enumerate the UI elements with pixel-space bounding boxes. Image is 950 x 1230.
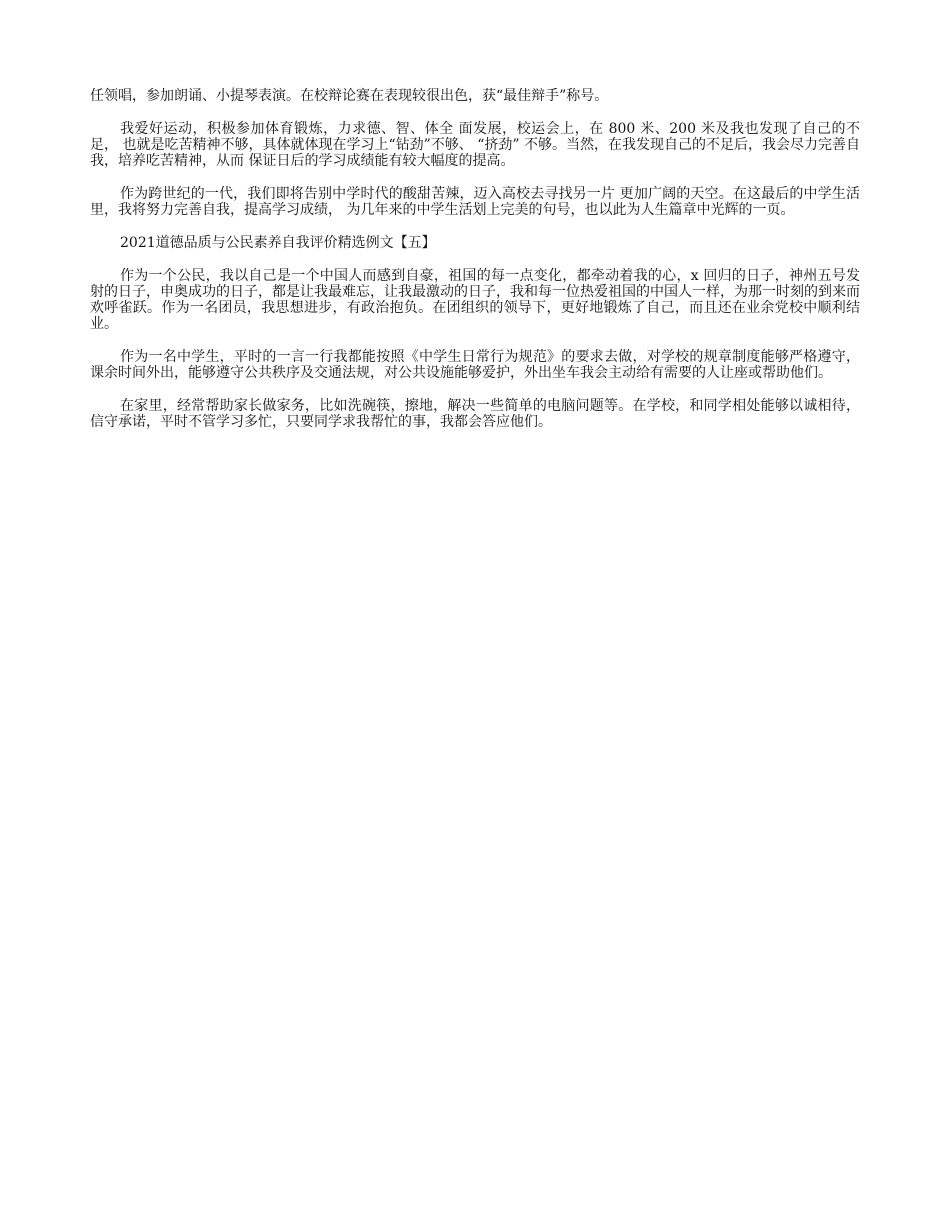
section-title: 2021道德品质与公民素养自我评价精选例文【五】 — [120, 235, 436, 251]
paragraph-future: 作为跨世纪的一代，我们即将告别中学时代的酸甜苦辣，迈入高校去寻找另一片 更加广阔的天空。在这最后的中学生活里，我将努力完善自我，提高学习成绩， 为几年来的中学生活划上完美的句号，也以此为人生篇章中光辉的一页。 — [90, 186, 860, 218]
paragraph-citizen: 作为一个公民，我以自己是一个中国人而感到自豪，祖国的每一点变化，都牵动着我的心，x 回归的日子，神州五号发射的日子，申奥成功的日子，都是让我最难忘，让我最激动的日子，我和每一位热爱祖国的中国人一样，为那一时刻的到来而欢呼雀跃。作为一名团员，我思想进步，有政治抱负。在团组织的领导下，更好地锻炼了自己，而且还在业余党校中顺利结业。 — [90, 268, 860, 332]
paragraph-student: 作为一名中学生，平时的一言一行我都能按照《中学生日常行为规范》的要求去做，对学校的规章制度能够严格遵守，课余时间外出，能够遵守公共秩序及交通法规，对公共设施能够爱护，外出坐车我会主动给有需要的人让座或帮助他们。 — [90, 349, 860, 381]
document-page — [90, 88, 860, 447]
paragraph-continuation: 任领唱，参加朗诵、小提琴表演。在校辩论赛在表现较很出色，获“最佳辩手”称号。 — [90, 88, 609, 104]
paragraph-home: 在家里，经常帮助家长做家务，比如洗碗筷，擦地，解决一些简单的电脑问题等。在学校，和同学相处能够以诚相待，信守承诺，平时不管学习多忙，只要同学求我帮忙的事，我都会答应他们。 — [90, 398, 860, 430]
paragraph-sports: 我爱好运动，积极参加体育锻炼，力求德、智、体全 面发展，校运会上，在 800 米、200 米及我也发现了自己的不足， 也就是吃苦精神不够，具体就体现在学习上“钻劲”不够、 “挤劲” 不够。当然，在我发现自己的不足后，我会尽力完善自我，培养吃苦精神，从而 保证日后的学习成绩能有较大幅度的提高。 — [90, 121, 860, 169]
